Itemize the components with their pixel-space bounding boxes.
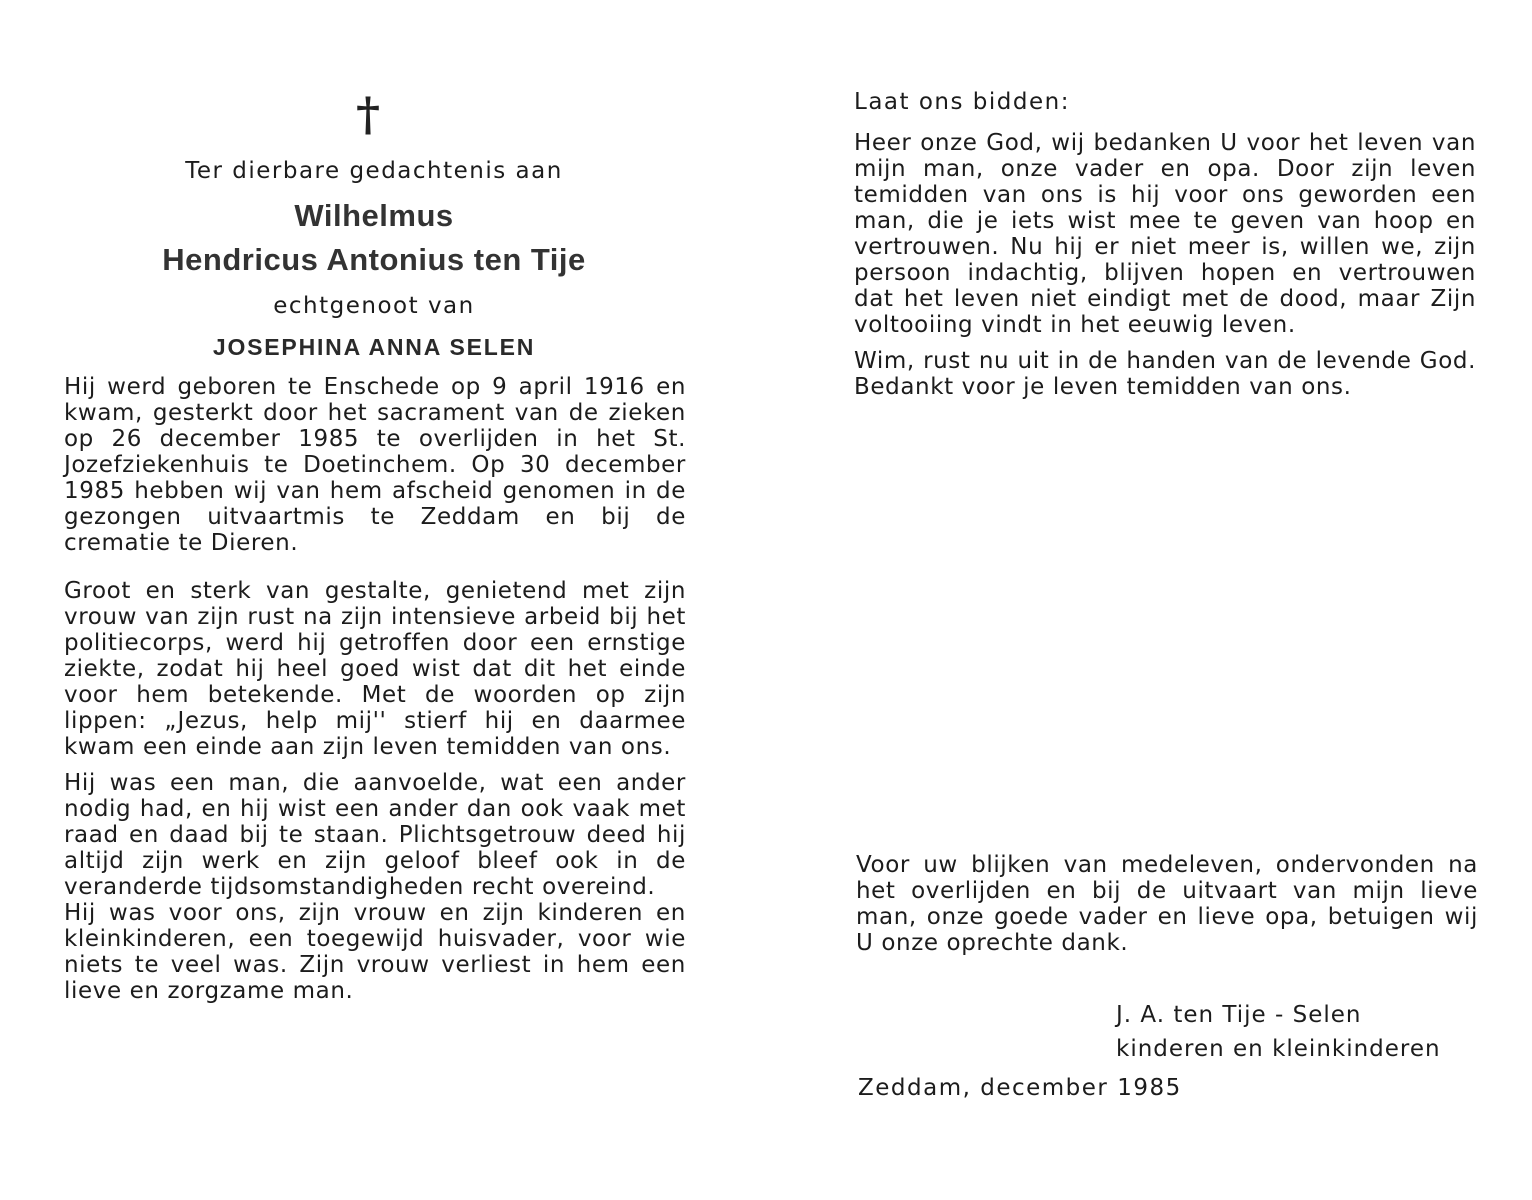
intro-line: Ter dierbare gedachtenis aan: [185, 158, 563, 184]
cross-icon: †: [355, 87, 381, 141]
family-paragraph: Hij was voor ons, zijn vrouw en zijn kinderen en kleinkinderen, een toegewijd huisvader, voor wie niets te veel was. Zijn vrouw verliest in hem een lieve en zorgzame man.: [64, 900, 686, 1004]
prayer-heading: Laat ons bidden:: [854, 89, 1070, 115]
character-paragraph: Hij was een man, die aanvoelde, wat een ander nodig had, en hij wist een ander dan ook vaak met raad en daad bij te staan. Plichtsgetrouw deed hij altijd zijn werk en zijn geloof bleef ook in de veranderde tijdsomstandigheden recht overeind.: [64, 770, 686, 900]
spouse-label: echtgenoot van: [273, 293, 475, 319]
right-panel: [854, 88, 1476, 400]
thanks-paragraph: Voor uw blijken van medeleven, ondervonden na het overlijden en bij de uitvaart van mijn lieve man, onze goede vader en lieve opa, betuigen wij U onze oprechte dank.: [856, 852, 1478, 956]
signature-family: kinderen en kleinkinderen: [1116, 1036, 1441, 1062]
farewell-paragraph: Wim, rust nu uit in de handen van de levende God. Bedankt voor je leven temidden van ons.: [854, 348, 1476, 400]
biography-paragraph: Hij werd geboren te Enschede op 9 april 1916 en kwam, gesterkt door het sacrament van de zieken op 26 december 1985 te overlijden in het St. Jozefziekenhuis te Doetinchem. Op 30 december 1985 hebben wij van hem afscheid genomen in de gezongen uitvaartmis te Zeddam en bij de crematie te Dieren.: [64, 374, 686, 556]
character-paragraph: Groot en sterk van gestalte, genietend met zijn vrouw van zijn rust na zijn intensieve arbeid bij het politiecorps, werd hij getroffen door een ernstige ziekte, zodat hij heel goed wist dat dit het einde voor hem betekende. Met de woorden op zijn lippen: „Jezus, help mij'' stierf hij en daarmee kwam een einde aan zijn leven temidden van ons.: [64, 578, 686, 760]
spouse-name: JOSEPHINA ANNA SELEN: [212, 334, 536, 360]
signature-block: [1116, 998, 1496, 1066]
deceased-full-name: Hendricus Antonius ten Tije: [162, 242, 586, 277]
left-panel: [64, 88, 686, 1004]
deceased-first-name: Wilhelmus: [294, 198, 454, 233]
signature-name: J. A. ten Tije - Selen: [1116, 1002, 1362, 1028]
place-date: Zeddam, december 1985: [858, 1075, 1182, 1101]
prayer-paragraph: Heer onze God, wij bedanken U voor het leven van mijn man, onze vader en opa. Door zijn leven temidden van ons is hij voor ons geworden een man, die je iets wist mee te geven van hoop en vertrouwen. Nu hij er niet meer is, willen we, zijn persoon indachtig, blijven hopen en vertrouwen dat het leven niet eindigt met de dood, maar Zijn voltooiing vindt in het eeuwig leven.: [854, 130, 1476, 338]
